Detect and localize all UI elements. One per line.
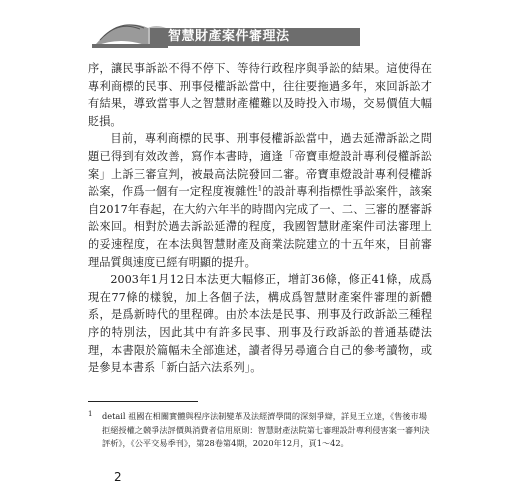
paragraph-1: 序，讓民事訴訟不得不停下、等待行政程序與爭訟的結果。這使得在專利商標的民事、刑事侵權訴訟當中，往往要拖過多年，來回訴訟才有結果，導致當事人之智慧財產權難以及時投入市場，交易價值大幅貶損。 (88, 62, 432, 128)
paragraph-3: 2003年1月12日本法更大幅修正，增訂36條，修正41條，成爲現在77條的樣貌，加上各個子法，構成爲智慧財產案件審理的新體系，是爲新時代的里程碑。由於本法是民事、刑事及行政訴訟三種程序的特別法，因此其中有許多民事、刑事及行政訴訟的普通基礎法理，本書限於篇幅未全部進述，讀者得另尋適合自己的參考讀物，或是參見本書系「新白話六法系列」。 (88, 273, 432, 375)
body-text (88, 60, 432, 377)
footnote-divider (88, 401, 198, 402)
running-header (90, 6, 430, 50)
footnote-number: 1 (88, 410, 93, 418)
page-number: 2 (114, 470, 122, 484)
paragraph-2-text-a: 目前，專利商標的民事、刑事侵權訴訟當中，過去延滯訴訟之問題已得到有效改善，寫作本書時，適逢「帝寶車燈設計專利侵權訴訟案」上訴三審宣判，被最高法院發回二審。帝寶車燈設計專利侵權訴訟案，作爲一個有一定程度複雜性 (88, 132, 432, 199)
paragraph-2 (88, 130, 432, 271)
header-title: 智慧財產案件審理法 (168, 29, 290, 44)
footnote (88, 410, 432, 451)
paragraph-2-text-b: 的設計專利指標性爭訟案件，該案自2017年春起，在大約六年半的時間內完成了一、二、三審的歷審訴訟來回。相對於過去訴訟延滯的程度，我國智慧財產案件司法審理上的妥速程度，在本法與智慧財產及商業法院建立的十五年來，目前審理品質與速度已經有明顯的提升。 (88, 185, 432, 269)
footnote-reference: 1 (257, 184, 263, 193)
footnote-text: detail 祖國在相關實體與程序法制變革及法經濟學間的深刻爭辯，詳見王立達，《售後市場拒絕授權之競爭法評價與消費者信用原則：智慧財產法院第七審理設計專利侵害案一審判決評析》，《公平交易季刊》，第28卷第4期，2020年12月，頁1～42。 (102, 411, 430, 448)
